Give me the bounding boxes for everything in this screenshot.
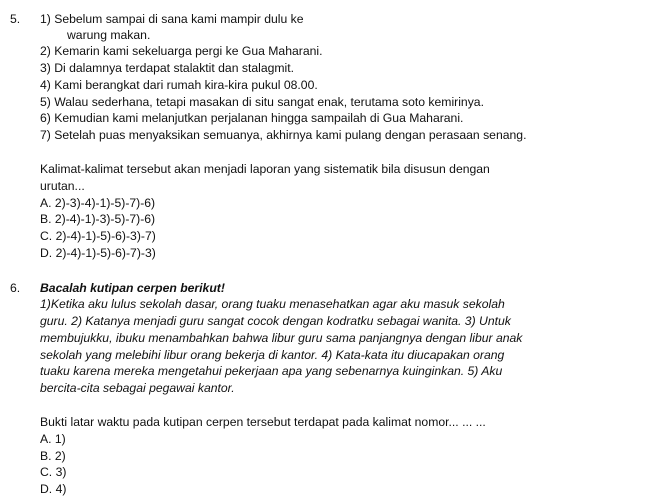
statement: 3) Di dalamnya terdapat stalaktit dan stalagmit. [40, 61, 295, 75]
question-text: urutan... [40, 179, 85, 193]
option-d: D. 2)-4)-1)-5)-6)-7)-3) [40, 246, 156, 260]
option-a: A. 2)-3)-4)-1)-5)-7)-6) [40, 196, 156, 210]
option-c: C. 2)-4)-1)-5)-6)-3)-7) [40, 229, 156, 243]
option-b: B. 2) [40, 449, 66, 463]
passage-line: tuaku karena mereka mengetahui pekerjaan apa yang sebenarnya kuinginkan. 5) Aku [40, 364, 503, 378]
passage-line: bercita-cita sebagai pegawai kantor. [40, 381, 235, 395]
passage-line: membujukku, ibuku menambahkan bahwa libur guru sama panjangnya dengan libur anak [40, 331, 523, 345]
passage-line: sekolah yang melebihi libur orang bekerja di kantor. 4) Kata-kata itu diucapakan orang [40, 348, 505, 362]
statement: 7) Setelah puas menyaksikan semuanya, akhirnya kami pulang dengan perasaan senang. [40, 128, 527, 142]
statement: 1) Sebelum sampai di sana kami mampir dulu ke [40, 12, 304, 26]
option-d: D. 4) [40, 482, 67, 496]
passage-heading: Bacalah kutipan cerpen berikut! [40, 281, 225, 295]
option-a: A. 1) [40, 432, 66, 446]
statement: 4) Kami berangkat dari rumah kira-kira pukul 08.00. [40, 78, 318, 92]
question-number: 6. [10, 281, 21, 295]
option-c: C. 3) [40, 465, 67, 479]
question-number: 5. [10, 12, 21, 26]
statement: 2) Kemarin kami sekeluarga pergi ke Gua Maharani. [40, 44, 323, 58]
statement: warung makan. [67, 28, 151, 42]
option-b: B. 2)-4)-1)-3)-5)-7)-6) [40, 212, 156, 226]
passage-line: 1)Ketika aku lulus sekolah dasar, orang tuaku menasehatkan agar aku masuk sekolah [40, 297, 505, 311]
statement: 6) Kemudian kami melanjutkan perjalanan hingga sampailah di Gua Maharani. [40, 111, 464, 125]
passage-line: guru. 2) Katanya menjadi guru sangat cocok dengan kodratku sebagai wanita. 3) Untuk [40, 314, 511, 328]
question-text: Bukti latar waktu pada kutipan cerpen tersebut terdapat pada kalimat nomor... ... ... [40, 415, 486, 429]
statement: 5) Walau sederhana, tetapi masakan di situ sangat enak, terutama soto kemirinya. [40, 95, 484, 109]
question-text: Kalimat-kalimat tersebut akan menjadi laporan yang sistematik bila disusun dengan [40, 162, 490, 176]
